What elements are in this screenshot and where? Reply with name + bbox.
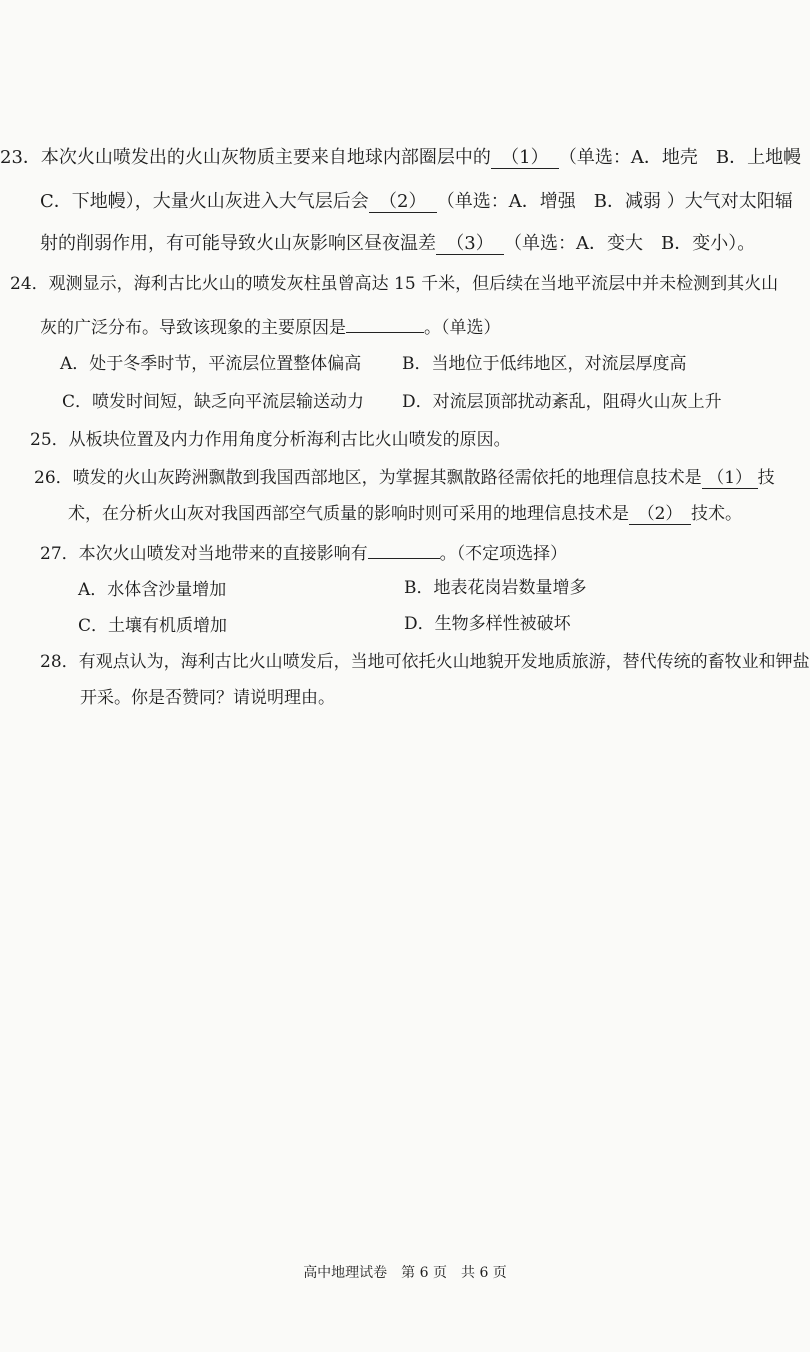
q26-number: 26． bbox=[34, 468, 73, 488]
q28-line-2: 开采。你是否赞同？请说明理由。 bbox=[80, 688, 335, 708]
q24-option-d: D．对流层顶部扰动紊乱，阻碍火山灰上升 bbox=[402, 392, 722, 412]
q23-line-2: C．下地幔），大量火山灰进入大气层后会 （2） （单选：A．增强 B．减弱 ）大气对太阳辐 bbox=[40, 191, 793, 212]
q24-number: 24． bbox=[10, 274, 49, 294]
q23-blank-3: （3） bbox=[436, 234, 504, 255]
page-footer: 高中地理试卷 第 6 页 共 6 页 bbox=[303, 1265, 507, 1281]
q24-line-1: 24．观测显示，海利古比火山的喷发灰柱虽曾高达 15 千米，但后续在当地平流层中并未检测到其火山 bbox=[10, 274, 779, 294]
q23-line-1: 23．本次火山喷发出的火山灰物质主要来自地球内部圈层中的 （1） （单选：A．地壳 B．上地幔 bbox=[0, 147, 802, 168]
q26-line-1: 26．喷发的火山灰跨洲飘散到我国西部地区，为掌握其飘散路径需依托的地理信息技术是 （1） 技 bbox=[34, 468, 775, 488]
q27-option-a: A．水体含沙量增加 bbox=[78, 580, 227, 600]
q24-option-a: A．处于冬季时节，平流层位置整体偏高 bbox=[60, 354, 362, 374]
q27-number: 27． bbox=[40, 544, 79, 564]
q26-blank-2: （2） bbox=[629, 504, 691, 525]
q23-line-3: 射的削弱作用，有可能导致火山灰影响区昼夜温差 （3） （单选：A．变大 B．变小）。 bbox=[40, 233, 756, 254]
q26-blank-1: （1） bbox=[702, 468, 758, 489]
q25-line: 25．从板块位置及内力作用角度分析海利古比火山喷发的原因。 bbox=[30, 430, 511, 450]
q26-line-2: 术，在分析火山灰对我国西部空气质量的影响时则可采用的地理信息技术是 （2） 技术。 bbox=[68, 504, 742, 524]
q28-number: 28． bbox=[40, 652, 79, 672]
q24-blank bbox=[346, 314, 424, 333]
q23-blank-1: （1） bbox=[491, 148, 559, 169]
q25-number: 25． bbox=[30, 430, 69, 450]
q27-option-b: B．地表花岗岩数量增多 bbox=[404, 578, 587, 598]
q28-line-1: 28．有观点认为，海利古比火山喷发后，当地可依托火山地貌开发地质旅游，替代传统的畜牧业和钾盐 bbox=[40, 652, 810, 672]
q27-line-1: 27．本次火山喷发对当地带来的直接影响有 。（不定项选择） bbox=[40, 540, 567, 566]
q27-option-c: C．土壤有机质增加 bbox=[78, 616, 228, 636]
q23-number: 23． bbox=[0, 147, 41, 168]
q24-option-b: B．当地位于低纬地区，对流层厚度高 bbox=[402, 354, 687, 374]
q24-option-c: C．喷发时间短，缺乏向平流层输送动力 bbox=[62, 392, 365, 412]
q27-blank bbox=[368, 540, 440, 559]
q23-blank-2: （2） bbox=[369, 192, 437, 213]
q27-option-d: D．生物多样性被破坏 bbox=[404, 614, 571, 634]
q24-line-2: 灰的广泛分布。导致该现象的主要原因是 。（单选） bbox=[40, 314, 501, 340]
